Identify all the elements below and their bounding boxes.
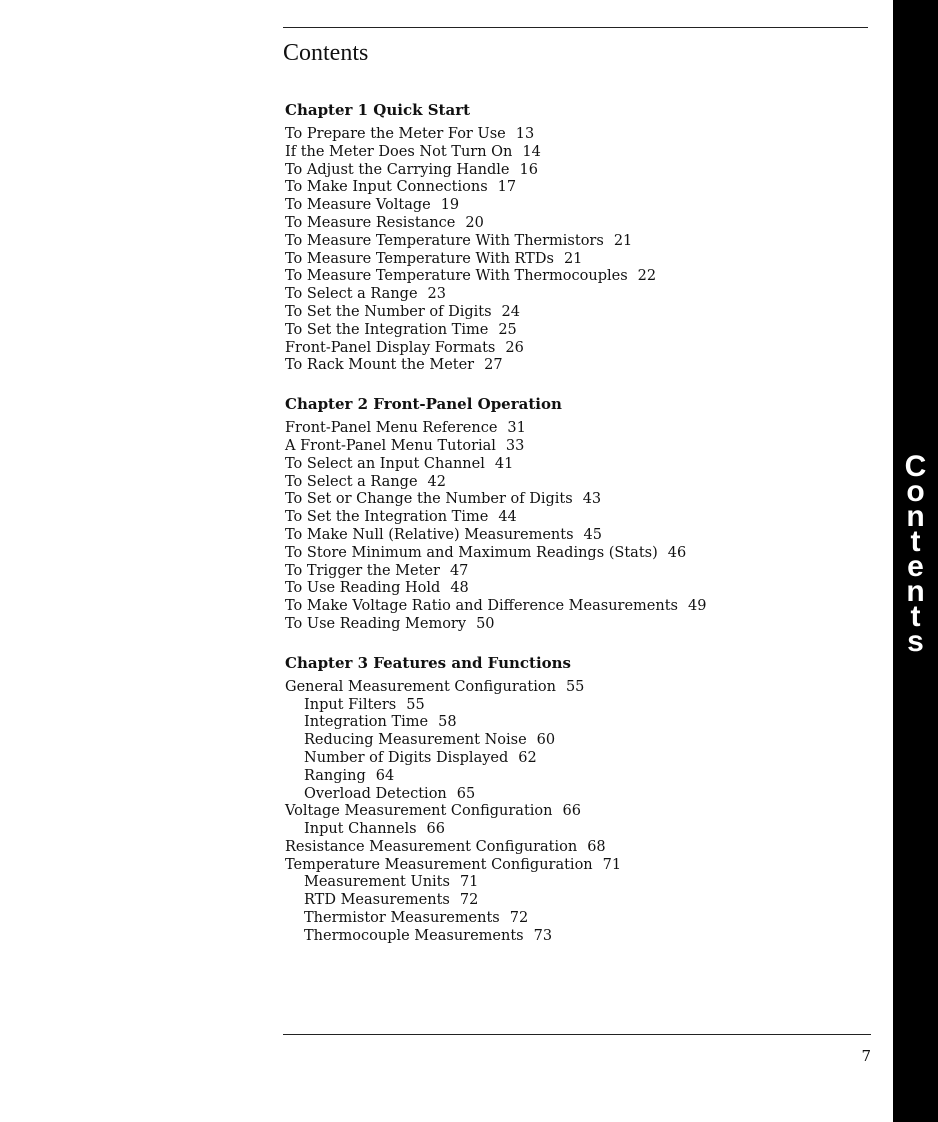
toc-subentry[interactable] — [285, 910, 865, 928]
toc-entry-title: To Adjust the Carrying Handle — [285, 161, 510, 178]
toc-entry-title: To Measure Temperature With Thermistors — [285, 232, 604, 249]
chapter-heading: Chapter 2 Front-Panel Operation — [285, 395, 562, 414]
toc-entry-page: 72 — [459, 892, 479, 909]
chapter-block — [285, 394, 865, 634]
toc-entry-page: 23 — [427, 286, 446, 303]
side-tab-letter: t — [910, 600, 921, 633]
toc-entry-title: Voltage Measurement Configuration — [285, 803, 553, 820]
page-number: 7 — [861, 1047, 871, 1065]
toc-entry-title: To Rack Mount the Meter — [285, 357, 475, 374]
page-title: Contents — [283, 40, 369, 66]
toc-entry[interactable] — [285, 268, 865, 286]
toc-entry-title: General Measurement Configuration — [285, 678, 556, 695]
toc-entry[interactable] — [285, 438, 865, 456]
toc-entry[interactable] — [285, 286, 865, 304]
toc-entry-title: To Set the Integration Time — [285, 509, 489, 526]
toc-subentry[interactable] — [285, 697, 865, 715]
toc-entry-title: To Make Input Connections — [285, 179, 488, 196]
toc-subentry[interactable] — [285, 714, 865, 732]
toc-entry-page: 49 — [688, 598, 707, 615]
toc-entry-title: If the Meter Does Not Turn On — [285, 143, 513, 160]
toc-subentry[interactable] — [285, 821, 865, 839]
toc-entry-title: To Store Minimum and Maximum Readings (Stats) — [285, 544, 658, 561]
chapter-block — [285, 100, 865, 375]
toc-entry[interactable] — [285, 340, 865, 358]
toc-entry-title: To Select a Range — [285, 286, 418, 303]
toc-entry[interactable] — [285, 144, 865, 162]
toc-entry-title: Measurement Units — [304, 874, 450, 891]
toc-entry-page: 45 — [583, 526, 602, 543]
chapter-block — [285, 653, 865, 946]
toc-entry-title: To Select a Range — [285, 473, 418, 490]
toc-subentry[interactable] — [285, 750, 865, 768]
toc-entry-page: 21 — [563, 250, 583, 267]
toc-entry-title: To Use Reading Memory — [285, 615, 467, 632]
toc-entry-page: 64 — [375, 767, 395, 784]
toc-entry[interactable] — [285, 839, 865, 857]
toc-entry-page: 17 — [497, 179, 517, 196]
toc-entry-title: Thermocouple Measurements — [304, 927, 524, 944]
toc-entry-page: 65 — [456, 785, 476, 802]
toc-entry-page: 55 — [406, 696, 425, 713]
toc-entry-page: 66 — [426, 821, 445, 838]
toc-entry[interactable] — [285, 580, 865, 598]
side-tab-letter: t — [910, 525, 921, 558]
toc-entry-page: 55 — [565, 678, 585, 695]
toc-entry-page: 24 — [501, 303, 520, 320]
toc-entry-page: 25 — [498, 321, 517, 338]
toc-entry[interactable] — [285, 474, 865, 492]
toc-entry-title: Input Filters — [304, 696, 397, 713]
toc-entry[interactable] — [285, 456, 865, 474]
toc-entry-page: 44 — [498, 509, 517, 526]
toc-entry-title: To Measure Temperature With RTDs — [285, 250, 554, 267]
toc-entry-page: 71 — [602, 856, 622, 873]
toc-entry-title: To Trigger the Meter — [285, 562, 440, 579]
toc-entry-page: 14 — [522, 143, 541, 160]
toc-entry-title: To Use Reading Hold — [285, 580, 441, 597]
toc-entry-page: 47 — [449, 562, 469, 579]
toc-entry-page: 27 — [484, 357, 503, 374]
toc-entry-page: 50 — [476, 615, 495, 632]
table-of-contents — [285, 100, 865, 965]
toc-entry-title: Ranging — [304, 767, 366, 784]
toc-entry[interactable] — [285, 527, 865, 545]
chapter-heading: Chapter 1 Quick Start — [285, 101, 471, 119]
chapter-entry-list — [285, 420, 865, 634]
toc-entry[interactable] — [285, 857, 865, 875]
toc-entry[interactable] — [285, 509, 865, 527]
toc-entry-title: Number of Digits Displayed — [304, 749, 509, 766]
toc-entry-page: 43 — [582, 491, 602, 508]
side-tab-letter: o — [906, 475, 925, 508]
toc-entry-page: 48 — [450, 580, 469, 597]
toc-entry-title: Resistance Measurement Configuration — [285, 838, 578, 855]
toc-entry-title: Front-Panel Display Formats — [285, 339, 496, 356]
toc-entry-page: 16 — [519, 161, 538, 178]
toc-entry-title: To Make Voltage Ratio and Difference Measurements — [285, 598, 678, 615]
toc-entry[interactable] — [285, 126, 865, 144]
toc-entry-page: 60 — [536, 732, 556, 749]
side-tab — [893, 0, 938, 1122]
toc-entry[interactable] — [285, 598, 865, 616]
toc-subentry[interactable] — [285, 874, 865, 892]
toc-entry-page: 33 — [505, 437, 525, 454]
toc-entry-title: To Prepare the Meter For Use — [285, 126, 506, 142]
toc-subentry[interactable] — [285, 928, 865, 946]
toc-entry-page: 13 — [515, 126, 535, 142]
toc-entry[interactable] — [285, 179, 865, 197]
toc-entry-page: 42 — [427, 473, 446, 490]
toc-entry-title: To Measure Voltage — [285, 197, 431, 214]
toc-entry-title: Overload Detection — [304, 785, 447, 802]
toc-entry[interactable] — [285, 233, 865, 251]
toc-entry-title: Front-Panel Menu Reference — [285, 420, 498, 437]
toc-entry-page: 19 — [440, 197, 460, 214]
toc-entry[interactable] — [285, 322, 865, 340]
toc-entry-title: To Measure Temperature With Thermocouples — [285, 268, 628, 285]
toc-entry[interactable] — [285, 251, 865, 269]
toc-entry-title: RTD Measurements — [304, 892, 450, 909]
toc-subentry[interactable] — [285, 732, 865, 750]
toc-entry[interactable] — [285, 803, 865, 821]
top-rule — [283, 27, 868, 28]
toc-entry-title: Temperature Measurement Configuration — [285, 856, 593, 873]
chapter-entry-list — [285, 126, 865, 375]
side-tab-letter: n — [906, 575, 925, 608]
toc-entry-title: To Measure Resistance — [285, 214, 456, 231]
side-tab-letter: s — [907, 625, 924, 658]
toc-entry-title: A Front-Panel Menu Tutorial — [285, 437, 496, 454]
toc-entry[interactable] — [285, 357, 865, 375]
toc-entry-page: 41 — [494, 455, 514, 472]
toc-subentry[interactable] — [285, 892, 865, 910]
toc-entry[interactable] — [285, 491, 865, 509]
toc-entry-page: 58 — [438, 714, 457, 731]
toc-entry-page: 46 — [667, 544, 687, 561]
side-tab-letter: C — [904, 450, 927, 483]
toc-entry-page: 20 — [465, 214, 484, 231]
toc-entry-title: Integration Time — [304, 714, 429, 731]
toc-entry-page: 26 — [505, 339, 524, 356]
toc-entry-page: 62 — [518, 749, 537, 766]
toc-entry-page: 66 — [562, 803, 581, 820]
chapter-entry-list — [285, 679, 865, 946]
toc-entry-page: 71 — [459, 874, 479, 891]
toc-entry[interactable] — [285, 162, 865, 180]
side-tab-letter: n — [906, 500, 925, 533]
toc-entry-page: 72 — [509, 910, 529, 927]
toc-entry-title: To Select an Input Channel — [285, 455, 485, 472]
toc-entry-title: Input Channels — [304, 821, 417, 838]
toc-entry-title: To Set the Integration Time — [285, 321, 489, 338]
toc-entry-page: 22 — [637, 268, 657, 285]
toc-entry-page: 68 — [587, 838, 606, 855]
toc-entry[interactable] — [285, 616, 865, 634]
toc-subentry[interactable] — [285, 786, 865, 804]
toc-entry-title: Reducing Measurement Noise — [304, 732, 527, 749]
toc-entry-title: To Set the Number of Digits — [285, 303, 492, 320]
chapter-heading: Chapter 3 Features and Functions — [285, 653, 571, 672]
toc-entry-page: 21 — [613, 232, 633, 249]
toc-entry-title: To Make Null (Relative) Measurements — [285, 526, 574, 543]
toc-entry[interactable] — [285, 197, 865, 215]
bottom-rule — [283, 1034, 871, 1035]
toc-entry-title: To Set or Change the Number of Digits — [285, 491, 573, 508]
toc-entry-page: 31 — [507, 420, 526, 437]
toc-entry[interactable] — [285, 563, 865, 581]
toc-entry[interactable] — [285, 679, 865, 697]
toc-entry[interactable] — [285, 420, 865, 438]
toc-entry-page: 73 — [533, 927, 553, 944]
toc-entry[interactable] — [285, 545, 865, 563]
toc-entry[interactable] — [285, 215, 865, 233]
side-tab-label — [893, 450, 938, 658]
toc-entry[interactable] — [285, 304, 865, 322]
toc-subentry[interactable] — [285, 768, 865, 786]
toc-entry-title: Thermistor Measurements — [304, 910, 500, 927]
side-tab-letter: e — [907, 550, 924, 583]
